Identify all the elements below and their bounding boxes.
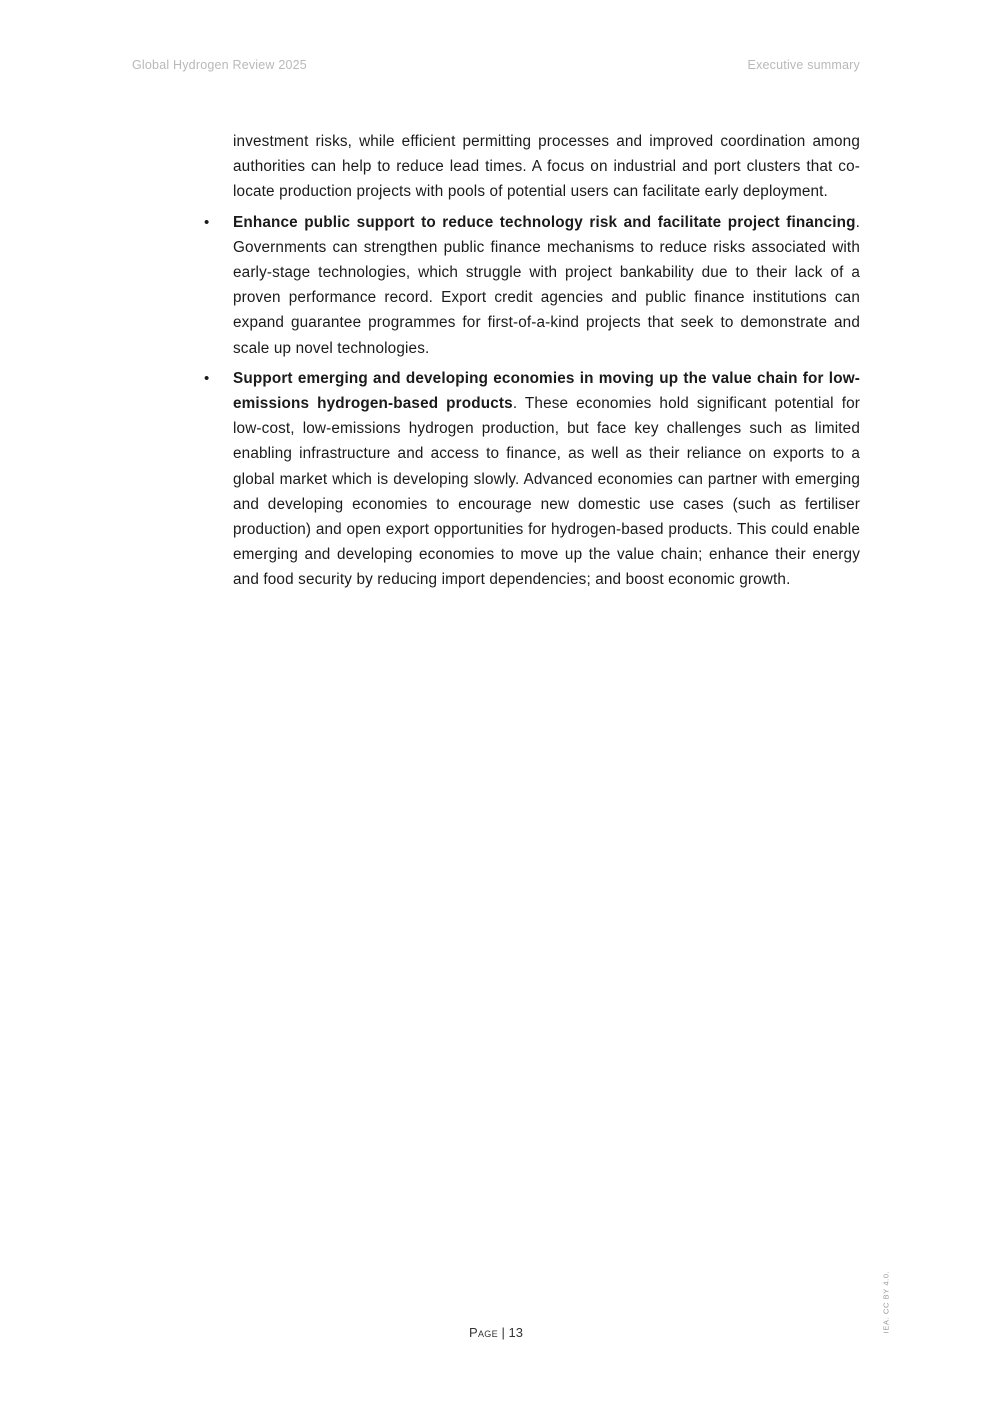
bullet-lead: Support emerging and developing economies in moving up the value chain for low-emissions hydrogen-based products [233, 369, 860, 413]
bullet-icon: • [204, 213, 210, 231]
page-number: 13 [508, 1325, 523, 1340]
bullet-body: . Governments can strengthen public finance mechanisms to reduce risks associated with early-stage technologies, which struggle with project bankability due to their lack of a proven performance record. Export credit agencies and public finance institutions can expand guarantee programmes for first-of-a-kind projects that seek to demonstrate and scale up novel technologies. [233, 213, 860, 357]
license-notice: IEA. CC BY 4.0. [881, 1270, 891, 1334]
bullet-body: . These economies hold significant potential for low-cost, low-emissions hydrogen production, but face key challenges such as limited enabling infrastructure and access to finance, as well as their reliance on exports to a global market which is developing slowly. Advanced economies can partner with emerging and developing economies to encourage new domestic use cases (such as fertiliser production) and open export opportunities for hydrogen-based products. This could enable emerging and developing economies to move up the value chain; enhance their energy and food security by reducing import dependencies; and boost economic growth. [233, 395, 860, 589]
bullet-item-public-support [204, 210, 860, 361]
page-separator: | [497, 1325, 509, 1340]
continuation-paragraph: investment risks, while efficient permitting processes and improved coordination among authorities can help to reduce lead times. A focus on industrial and port clusters that co-locate production projects with pools of potential users can facilitate early deployment. [233, 133, 860, 201]
bullet-icon: • [204, 369, 210, 387]
document-title: Global Hydrogen Review 2025 [132, 58, 307, 72]
section-title: Executive summary [747, 58, 860, 72]
page-footer [0, 1325, 992, 1340]
page-label: Page [469, 1325, 498, 1340]
bullet-item-emerging-economies [204, 366, 860, 593]
page-header [132, 58, 860, 76]
bullet-lead: Enhance public support to reduce technology risk and facilitate project financing [233, 213, 856, 231]
main-content [204, 129, 860, 598]
